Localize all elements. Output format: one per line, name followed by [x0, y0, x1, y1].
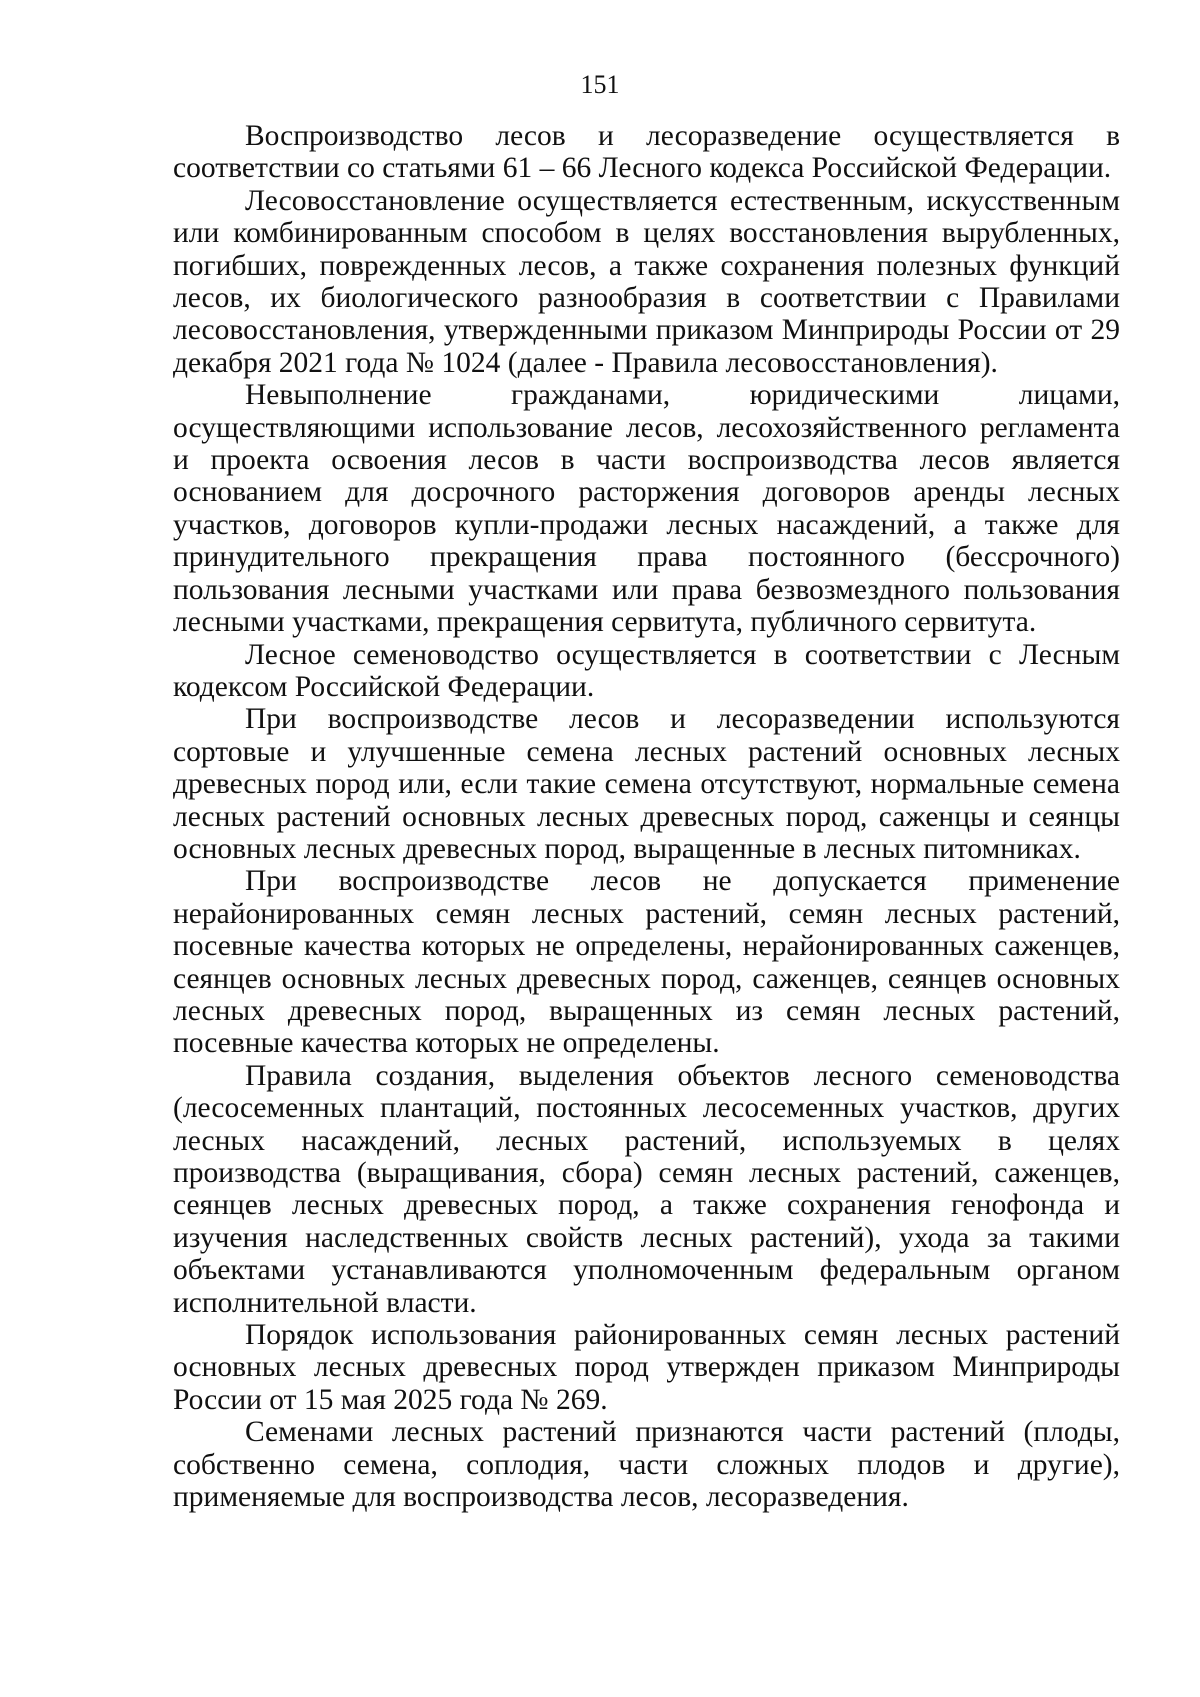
- paragraph-prohibitions: При воспроизводстве лесов не допускается применение нерайонированных семян лесных растений, семян лесных растений, посевные качества которых не определены, нерайонированных саженцев, сеянцев основных лесных древесных пород, саженцев, сеянцев основных лесных древесных пород, выращенных из семян лесных растений, посевные качества которых не определены.: [173, 865, 1120, 1060]
- paragraph-seed-use: При воспроизводстве лесов и лесоразведении используются сортовые и улучшенные семена лесных растений основных лесных древесных пород или, если такие семена отсутствуют, нормальные семена лесных растений основных лесных древесных пород, саженцы и сеянцы основных лесных древесных пород, выращенные в лесных питомниках.: [173, 703, 1120, 865]
- paragraph-reproduction: Воспроизводство лесов и лесоразведение осуществляется в соответствии со статьями 61 – 66 Лесного кодекса Российской Федерации.: [173, 120, 1120, 185]
- paragraph-seed-production: Лесное семеноводство осуществляется в соответствии с Лесным кодексом Российской Федерации.: [173, 638, 1120, 703]
- paragraph-non-compliance: Невыполнение гражданами, юридическими лицами, осуществляющими использование лесов, лесохозяйственного регламента и проекта освоения лесов в части воспроизводства лесов является основанием для досрочного расторжения договоров аренды лесных участков, договоров купли-продажи лесных насаждений, а также для принудительного прекращения права постоянного (бессрочного) пользования лесными участками или права безвозмездного пользования лесными участками, прекращения сервитута, публичного сервитута.: [173, 379, 1120, 639]
- paragraph-zoned-seeds-order: Порядок использования районированных семян лесных растений основных лесных древесных пород утвержден приказом Минприроды России от 15 мая 2025 года № 269.: [173, 1319, 1120, 1416]
- document-body: [173, 120, 1120, 1513]
- paragraph-reforestation: Лесовосстановление осуществляется естественным, искусственным или комбинированным способом в целях восстановления вырубленных, погибших, поврежденных лесов, а также сохранения полезных функций лесов, их биологического разнообразия в соответствии с Правилами лесовосстановления, утвержденными приказом Минприроды России от 29 декабря 2021 года № 1024 (далее - Правила лесовосстановления).: [173, 184, 1120, 379]
- page-number: 151: [580, 70, 620, 99]
- paragraph-seed-definition: Семенами лесных растений признаются части растений (плоды, собственно семена, соплодия, части сложных плодов и другие), применяемые для воспроизводства лесов, лесоразведения.: [173, 1416, 1120, 1514]
- paragraph-seed-objects-rules: Правила создания, выделения объектов лесного семеноводства (лесосеменных плантаций, постоянных лесосеменных участков, других лесных насаждений, лесных растений, используемых в целях производства (выращивания, сбора) семян лесных растений, саженцев, сеянцев лесных древесных пород, а также сохранения генофонда и изучения наследственных свойств лесных растений), ухода за такими объектами устанавливаются уполномоченным федеральным органом исполнительной власти.: [173, 1059, 1120, 1319]
